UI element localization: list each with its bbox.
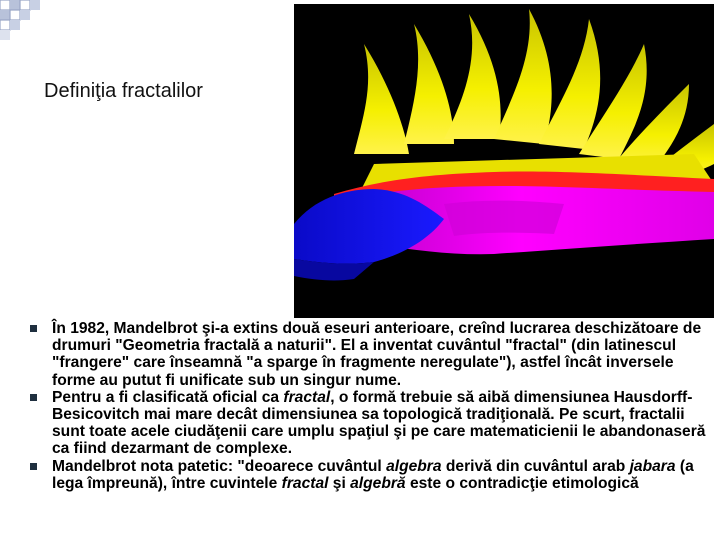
- fractal-image: [294, 4, 714, 318]
- bullet-3-text-e: este o contradicţie etimologică: [405, 474, 639, 492]
- bullet-3-text-c: (a lega împreună), între cuvintele: [52, 457, 694, 492]
- bullet-2-text-a: Pentru a fi clasificată oficial ca: [52, 388, 284, 406]
- square-bullet-icon: [30, 394, 37, 401]
- bullet-3-term-fractal: fractal: [281, 474, 329, 492]
- bullet-3-text-b: derivă din cuvântul arab: [441, 457, 630, 475]
- bullet-3-text-d: şi: [328, 474, 351, 492]
- bullet-2-text-b: , o formă trebuie să aibă dimensiunea Hausdorff-Besicovitch mai mare decât dimensiunea sa topologică tradiţională. Pe scurt, fractalii sunt toate acele ciudăţenii care umplu spaţiul şi pe care matematicienii le abandonaseră ca fiind dezarmant de complexe.: [52, 388, 706, 458]
- bullet-item-2: [30, 389, 710, 458]
- square-bullet-icon: [30, 463, 37, 470]
- bullet-3-term-algebra: algebra: [386, 457, 442, 475]
- bullet-3-text-a: Mandelbrot nota patetic: "deoarece cuvântul: [52, 457, 387, 475]
- bullet-1-text: În 1982, Mandelbrot şi-a extins două eseuri anterioare, creînd lucrarea deschizătoare de drumuri "Geometria fractală a naturii". El a inventat cuvântul "fractal" (din latinescul "frangere" care înseamnă "a sparge în fragmente neregulate"), astfel încât inversele forme au putut fi unificate sub un singur nume.: [52, 320, 702, 389]
- bullet-2-term-fractal: fractal: [283, 388, 331, 406]
- bullet-3-term-algebra2: algebră: [350, 474, 406, 492]
- square-bullet-icon: [30, 325, 37, 332]
- bullet-item-3: [30, 458, 710, 492]
- slide-title: Definiţia fractalilor: [44, 80, 203, 102]
- bullet-list: [30, 320, 710, 492]
- bullet-item-1: [30, 320, 710, 389]
- corner-squares-decoration: [0, 0, 60, 42]
- bullet-3-term-jabara: jabara: [629, 457, 676, 475]
